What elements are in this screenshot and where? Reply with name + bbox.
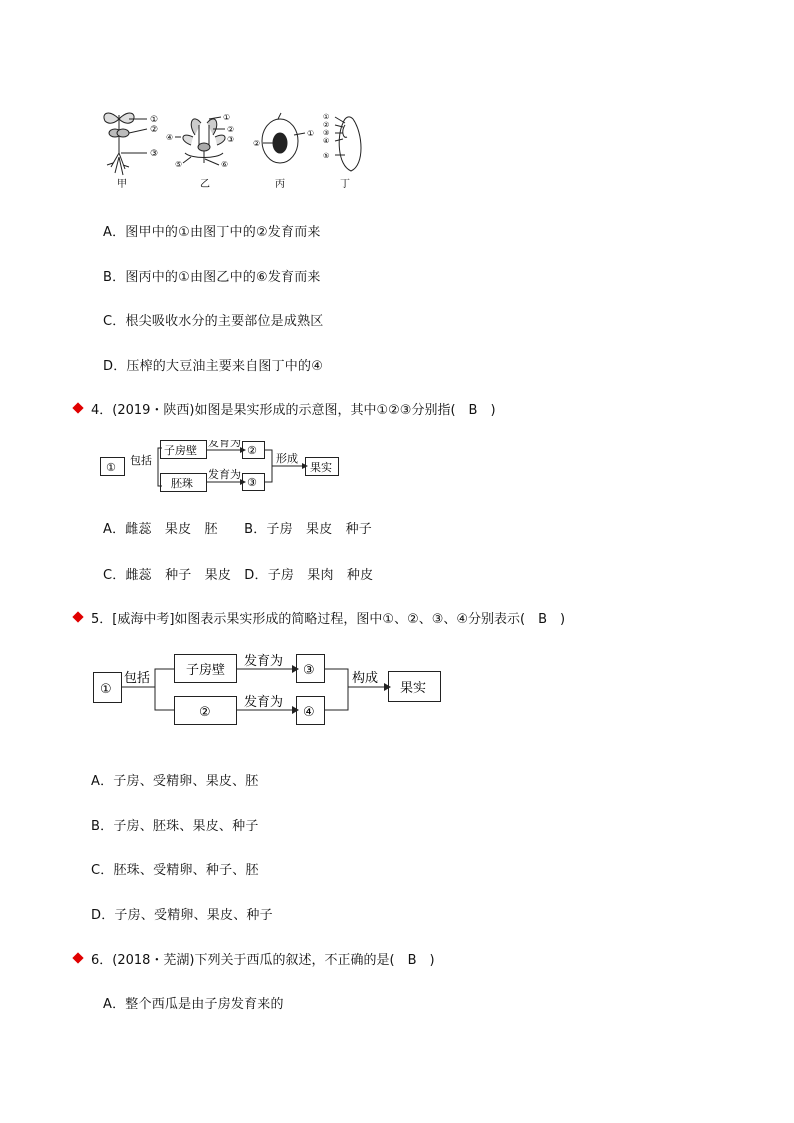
- figure-label-jia: 甲: [117, 179, 127, 190]
- q4-bullet-icon: [72, 402, 83, 413]
- marker-jia-2: ②: [150, 125, 159, 135]
- marker-yi-4: ④: [166, 133, 174, 142]
- q4-options-row-1: A．雌蕊 果皮 胚 B．子房 果皮 种子: [103, 522, 373, 537]
- q4-top-result-label: ②: [247, 444, 257, 457]
- q5-bottom-label: ②: [199, 705, 211, 720]
- marker-jia-1: ①: [150, 115, 159, 125]
- q5-bullet-icon: [72, 611, 83, 622]
- q3-option-d: D．压榨的大豆油主要来自图丁中的④: [103, 359, 324, 374]
- q5-develop-bottom-label: 发育为: [244, 695, 284, 710]
- marker-bing-2: ②: [253, 139, 261, 148]
- marker-bing-1: ①: [307, 129, 315, 138]
- marker-yi-1: ①: [223, 113, 231, 122]
- q5-option-c: C．胚珠、受精卵、种子、胚: [91, 863, 259, 878]
- q5-diagram-svg: [93, 652, 448, 732]
- figure-label-bing: 丙: [275, 179, 285, 190]
- q5-top-label: 子房壁: [186, 663, 226, 678]
- marker-yi-2: ②: [227, 125, 235, 134]
- q5-diagram: [93, 652, 448, 732]
- q5-top-result-label: ③: [303, 663, 315, 678]
- q4-diagram-svg: [100, 440, 350, 496]
- figure-ding-seed: [335, 117, 361, 171]
- q5-bottom-result-label: ④: [303, 705, 315, 720]
- plant-structure-figure: [95, 105, 375, 195]
- marker-ding-2: ②: [323, 121, 330, 129]
- figure-jia-seedling: [104, 113, 147, 175]
- q4-develop-bottom-label: 发育为: [208, 468, 241, 481]
- figure-label-ding: 丁: [340, 179, 350, 190]
- q5-include-label: 包括: [124, 671, 151, 686]
- q6-stem: 6．(2018・芜湖)下列关于西瓜的叙述，不正确的是( B ): [91, 953, 435, 968]
- marker-ding-1: ①: [323, 113, 330, 121]
- figure-yi-flower: [175, 117, 225, 165]
- q4-form-label: 形成: [276, 452, 298, 465]
- q5-option-b: B．子房、胚珠、果皮、种子: [91, 819, 259, 834]
- marker-yi-3: ③: [227, 135, 235, 144]
- q6-bullet-icon: [72, 952, 83, 963]
- q5-option-d: D．子房、受精卵、果皮、种子: [91, 908, 273, 923]
- q4-stem: 4．(2019・陕西)如图是果实形成的示意图，其中①②③分别指( B ): [91, 403, 496, 418]
- marker-ding-5: ⑤: [323, 152, 330, 160]
- q4-options-row-2: C．雌蕊 种子 果皮 D．子房 果肉 种皮: [103, 568, 374, 583]
- q4-top-label: 子房壁: [164, 444, 197, 457]
- q4-bottom-result-label: ③: [247, 476, 257, 489]
- plant-structure-svg: [95, 105, 375, 195]
- q5-end-label: 果实: [400, 681, 427, 696]
- q4-develop-top-label: 发育为: [208, 440, 241, 449]
- q5-bracket: [155, 669, 175, 710]
- q3-option-a: A．图甲中的①由图丁中的②发育而来: [103, 225, 321, 240]
- q4-end-label: 果实: [310, 461, 332, 474]
- q4-bottom-label: 胚珠: [171, 477, 193, 490]
- marker-yi-5: ⑤: [175, 160, 183, 169]
- figure-bing-fruit: [262, 113, 305, 163]
- q4-diagram: [100, 440, 350, 496]
- q5-form-label: 构成: [352, 671, 379, 686]
- q3-option-b: B．图丙中的①由图乙中的⑥发育而来: [103, 270, 321, 285]
- figure-label-yi: 乙: [200, 179, 210, 190]
- q4-include-label: 包括: [130, 454, 152, 467]
- marker-jia-3: ③: [150, 149, 159, 159]
- q6-option-a: A．整个西瓜是由子房发育来的: [103, 997, 284, 1012]
- q3-option-c: C．根尖吸收水分的主要部位是成熟区: [103, 314, 324, 329]
- q5-option-a: A．子房、受精卵、果皮、胚: [91, 774, 259, 789]
- marker-yi-6: ⑥: [221, 160, 229, 169]
- marker-ding-4: ④: [323, 137, 330, 145]
- marker-ding-3: ③: [323, 129, 330, 137]
- q5-stem: 5．[威海中考]如图表示果实形成的简略过程，图中①、②、③、④分别表示( B ): [91, 612, 566, 627]
- q4-start-label: ①: [106, 461, 116, 474]
- q5-start-label: ①: [100, 682, 112, 697]
- q5-develop-top-label: 发育为: [244, 654, 284, 669]
